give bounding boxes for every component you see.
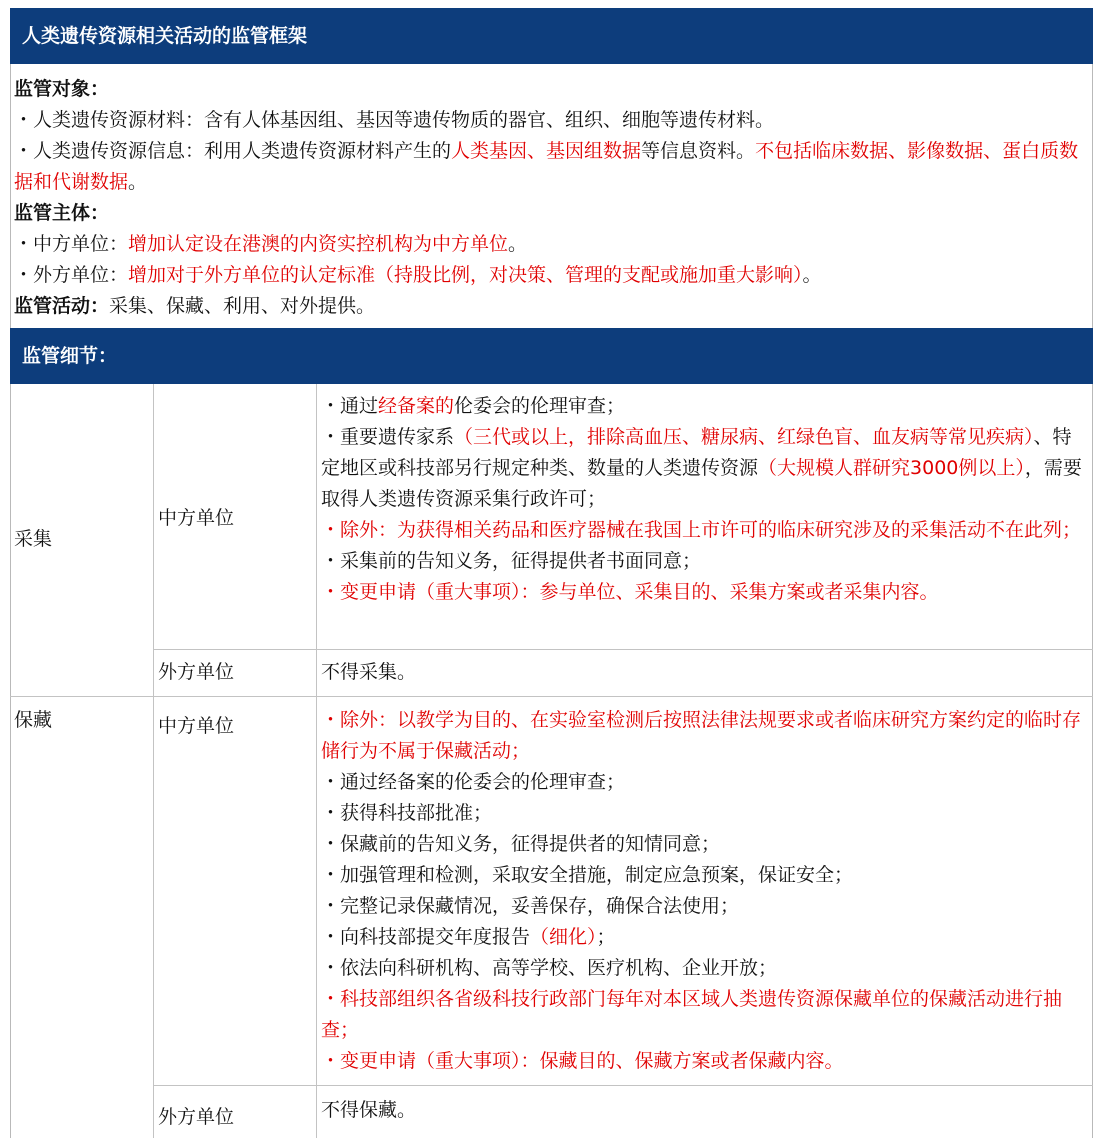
details-title: 监管细节： bbox=[22, 345, 118, 367]
info-text-b: 等信息资料。 bbox=[641, 140, 756, 162]
intro-section bbox=[14, 74, 1088, 322]
title-bar bbox=[10, 8, 1093, 64]
cn-unit-text: 增加认定设在港澳的内资实控机构为中方单位 bbox=[128, 233, 509, 255]
cn-unit-end: 。 bbox=[508, 233, 528, 255]
list-item: ・科技部组织各省级科技行政部门每年对本区域人类遗传资源保藏单位的保藏活动进行抽查； bbox=[321, 988, 1063, 1041]
preserve-fr-label: 外方单位 bbox=[158, 1106, 235, 1128]
details-bar bbox=[10, 328, 1093, 384]
list-item: ・除外：以教学为目的、在实验室检测后按照法律法规要求或者临床研究方案约定的临时存储行为不属于保藏活动； bbox=[321, 709, 1082, 762]
cn-unit-prefix: ・中方单位： bbox=[14, 233, 129, 255]
collect-cn-content bbox=[321, 391, 1087, 608]
fr-unit-end: 。 bbox=[802, 264, 822, 286]
list-item: ・依法向科研机构、高等学校、医疗机构、企业开放； bbox=[321, 957, 778, 979]
info-text-highlight-2: 不包括临床数据、影像数据、蛋白质数据和代谢数据 bbox=[14, 140, 1079, 193]
list-item: ・重要遗传家系（三代或以上，排除高血压、糖尿病、红绿色盲、血友病等常见疾病）、特定地区或科技部另行规定种类、数量的人类遗传资源（大规模人群研究3000例以上），需要取得人类遗传资源采集行政许可； bbox=[321, 426, 1082, 510]
info-line bbox=[14, 136, 1088, 198]
list-item: ・获得科技部批准； bbox=[321, 802, 493, 824]
material-line bbox=[14, 105, 1088, 136]
preserve-fr-content: 不得保藏。 bbox=[321, 1099, 417, 1121]
info-text-a: 利用人类遗传资源材料产生的 bbox=[204, 140, 452, 162]
list-item: ・保藏前的告知义务，征得提供者的知情同意； bbox=[321, 833, 721, 855]
list-item: ・除外：为获得相关药品和医疗器械在我国上市许可的临床研究涉及的采集活动不在此列； bbox=[321, 519, 1082, 541]
fr-unit-line bbox=[14, 260, 1088, 291]
info-prefix: ・人类遗传资源信息： bbox=[14, 140, 205, 162]
preserve-cn-label: 中方单位 bbox=[158, 715, 235, 737]
activity-line bbox=[14, 291, 1088, 322]
collect-fr-content: 不得采集。 bbox=[321, 661, 417, 683]
list-item: ・通过经备案的伦委会的伦理审查； bbox=[321, 395, 626, 417]
fr-unit-prefix: ・外方单位： bbox=[14, 264, 129, 286]
grid-line bbox=[316, 384, 317, 1138]
fr-unit-text: 增加对于外方单位的认定标准（持股比例，对决策、管理的支配或施加重大影响） bbox=[128, 264, 803, 286]
list-item: ・加强管理和检测，采取安全措施，制定应急预案，保证安全； bbox=[321, 864, 854, 886]
list-item: ・向科技部提交年度报告（细化）； bbox=[321, 926, 616, 948]
list-item: ・变更申请（重大事项）：参与单位、采集目的、采集方案或者采集内容。 bbox=[321, 581, 939, 603]
preserve-cn-content bbox=[321, 705, 1087, 1077]
subject-heading: 监管主体： bbox=[14, 202, 110, 224]
grid-line bbox=[10, 696, 1093, 697]
grid-line bbox=[153, 384, 154, 1138]
list-item: ・通过经备案的伦委会的伦理审查； bbox=[321, 771, 626, 793]
collect-label: 采集 bbox=[14, 528, 53, 550]
object-heading: 监管对象： bbox=[14, 78, 110, 100]
grid-line bbox=[153, 649, 1093, 650]
info-text-highlight-1: 人类基因、基因组数据 bbox=[451, 140, 642, 162]
activity-heading: 监管活动： bbox=[14, 295, 110, 317]
collect-fr-label: 外方单位 bbox=[158, 661, 235, 683]
list-item: ・完整记录保藏情况，妥善保存，确保合法使用； bbox=[321, 895, 740, 917]
material-prefix: ・人类遗传资源材料： bbox=[14, 109, 205, 131]
cn-unit-line bbox=[14, 229, 1088, 260]
preserve-label: 保藏 bbox=[14, 709, 53, 731]
page-title: 人类遗传资源相关活动的监管框架 bbox=[22, 25, 308, 47]
material-text: 含有人体基因组、基因等遗传物质的器官、组织、细胞等遗传材料。 bbox=[204, 109, 775, 131]
collect-cn-label: 中方单位 bbox=[158, 507, 235, 529]
list-item: ・采集前的告知义务，征得提供者书面同意； bbox=[321, 550, 702, 572]
list-item: ・变更申请（重大事项）：保藏目的、保藏方案或者保藏内容。 bbox=[321, 1050, 844, 1072]
info-text-c: 。 bbox=[128, 171, 148, 193]
activity-text: 采集、保藏、利用、对外提供。 bbox=[109, 295, 376, 317]
grid-line bbox=[153, 1085, 1093, 1086]
